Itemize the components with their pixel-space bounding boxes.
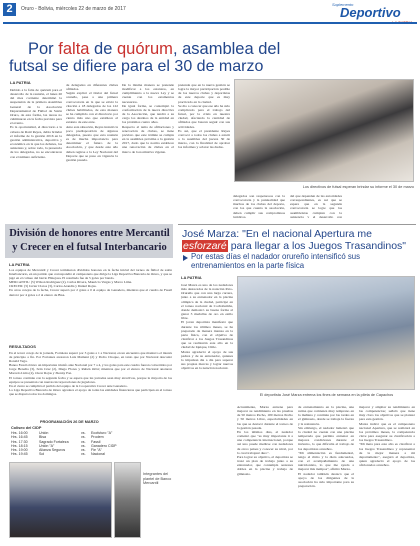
article2-photo-caption: Integrantes del plantel de Banco Mercantil xyxy=(143,472,172,485)
article2-headline-line1: División de honores entre Mercantil xyxy=(9,228,170,239)
article3-subhead-arrow xyxy=(183,255,188,261)
headline-highlight-quorum: quórum xyxy=(116,40,173,58)
article2-results-heading: RESULTADOS xyxy=(9,344,36,349)
schedule-table xyxy=(11,431,141,457)
article3-source: LA PATRIA xyxy=(181,275,202,280)
article1-col2: de delegados en diferentes clubes afiliados. Según explicó el titular del futsal orureño, pese a una primera convocatoria en la que se envió la citación a 18 delegados de los 122 clubes habilitados, de esta manera se ha cumplido con el directorio por ciento más uno que establece el estatuto de este ente. Ante esta situación, Reyes insistió la poca predisposición de algunos delegados, puesto que esta reunión es de mucha importancia para determinar el futuro de la Asociación, y que desde este año deben regirse a la Ley Nacional del Deporte que se puso en vigencia la gestión pasada. xyxy=(66,83,118,162)
article3-headline-line2: esforzaré para llegar a los Juegos Trasandinos" xyxy=(183,240,407,252)
article3-headline-line1: José Marza: "En el nacional Apertura me xyxy=(182,228,372,240)
article1-col6: del que dependen de las autoridades correspondientes, es así que se espera que en la segunda convocatoria se logre que los asambleístas cumplan con la asistencia y el desarrollo con xyxy=(290,194,342,218)
header-rule xyxy=(3,22,417,24)
article2-results-body: En el tercer cotejo de la jornada, Fortaleza superó por 3 goles a 1 a Nacional, en un encuentro que mantuvo el interés de principio a fin. Por Fortaleza anotaron Luis Mamani (2) y Pedro Choque, en tanto que por Nacional descontó Ronald Vega. Baneo Fassil obtuvo un importante triunfo ante Nacional por 7 a 4, y los goles para este cuadro fueron convertidos por Jorge Heredia (3), Iván Cruz (2), Diego Flores y Rubén Ortiz; mientras que por el elenco de Nacional anotaron Marcelo Lima (2), Oscar Rojas y Jhonny Paz. El torneo continúa con la segunda fecha y se espera que las jornadas sean muy atractivas, porque la mayoría de los equipos se presentan con nuevas incorporaciones de jugadores. En el cierre se cumplirá el partido del equipo de la Cooperativa Crecer ante Ganadero. La Liga Deportiva Bancaria de Oruro agradece el apoyo de todas las entidades financieras que participan en el torneo que se disputa todos los domingos. xyxy=(9,351,172,396)
table-row: Hrs. 19:45 Sol vs. Nacional xyxy=(11,452,105,457)
article1-col4: pretende que en la nueva gestión se logre la mayor participación posible de los nuevos clubes y deportistas de este deporte que es muy practicado en la ciudad. Se dio a conocer que ese año ha sido complicado para el trabajo del futsal, por la crisis en nuestra ciudad, afectando la cantidad de afiliados que buscan seguir con sus actividades. Es así, que el presidente Reyes convocó a todos los clubes a asistir a la asamblea del jueves 30 de marzo, con la finalidad de aprobar los informes y aclarar las dudas. xyxy=(178,83,230,150)
headline-highlight-falta: falta xyxy=(58,40,90,58)
article1-col3: De la misma manera se pretende modificar a los estatutos, en cumplimiento a la nueva Ley y se cuente con los estamentos necesarios. De igual forma, se contempló la conformación de la nueva directiva de la Asociación, que tendrá a su cargo los destinos de la entidad en los próximos cuatro años. Respecto al tema de afiliaciones y renovación de clubes, se tiene previsto que este trámite se cumpla en la asamblea próxima a la gestión 2017, dado que la norma establece una renovación de clubes en el marco de la normativa vigente. xyxy=(122,83,174,154)
table-row: Hrs. 17:30 Sagrado Fortaleza vs. Fassil xyxy=(11,439,101,444)
schedule-venue: Coliseo del CIDP xyxy=(11,426,42,430)
article3-col4: mejorar y ampliar su rendimiento en las competencias; señaló que tiene muy claro los objetivos que se planteó para esta gestión. Marza indicó que es el campeonato nacional Apertura, que se realizará en los próximos meses, la competencia clave para asegurar su clasificación a los Juegos Trasandinos. "Mi meta para este año es clasificar a los Juegos Trasandinos y representar de la mejor manera a mi departamento", aseguró el deportista, quien agradeció el apoyo de los aficionados orureños. xyxy=(359,405,415,468)
article3-subhead-line2: entrenamientos en la parte física xyxy=(191,261,305,270)
table-row: Hrs. 18:15 Unión "A" vs. Ganadero CIDP xyxy=(11,443,117,448)
article3-col3: de entrenamiento en la piscina, una rutina que comienza muy temprano en la mañana y continúa por las tardes en el gimnasio, donde se trabaja la fuerza y la resistencia. Sin embargo, el nadador lamentó que la ciudad no cuente con una piscina temperada que permita entrenar en mejores condiciones durante el invierno, lo que dificulta el trabajo de los deportistas orureños. "Mi alimentación es fundamental, tengo el ritmo y la dieta adecuados, con el acompañamiento de una nutricionista, lo que me ayuda a mejorar mis tiempos", afirmó Marza. El nadador también destacó que el apoyo de los dirigentes de la asociación ha sido importante para su preparación. xyxy=(298,405,354,488)
table-row: Hrs. 16:00 Unión vs. Ecofuturo "A" xyxy=(11,431,113,435)
article3-col2: Actualmente, Marza entrena para mejorar su rendimiento en las pruebas de 50 metros Pecho, 100 metros Pecho y 50 metros Libre, especialidades en las que se destacó durante el torneo de la gestión pasada. En los últimos días, el nadador comentó que "es muy importante ir a una competencia internacional, porque así uno puede medirse con nadadores de otros países y conocer su nivel, por lo cual trabajaré duro". Para lograr su objetivo, el deportista se trazó un plan de trabajo junto a su entrenador, que contempla sesiones dobles en la piscina y trabajo de gimnasio. xyxy=(237,405,293,476)
article1-source: LA PATRIA xyxy=(10,80,31,85)
article3-top-rule xyxy=(178,224,416,225)
article3-col1: José Marza es uno de los nadadores más destacados de la natación Pato-Orureño que con una larga carrera, junto a su entrenador en la piscina olímpica de la ciudad, participó en el torneo nacional de Cochabamba, donde demostró su buena forma al ganar 3 medallas de oro en estilo libre. El joven deportista manifestó que durante los últimos meses, se ha preparado de manera intensa en la parte física, con el objetivo de clasificar a los Juegos Trasandinos que se realizarán este año en la ciudad de Iquique, Chile. Marza agradeció el apoyo de sus padres y de su entrenador, quienes lo impulsan día a día para superar sus propias marcas y lograr nuevos objetivos en la natación nacional. xyxy=(181,283,233,371)
article2-headline-line2: y Crecer en el futsal Interbancario xyxy=(12,242,167,253)
headline-highlight-esforzare: esforzaré xyxy=(183,240,227,252)
article3-photo xyxy=(237,276,415,390)
schedule-title: PROGRAMACIÓN 26 DE MARZO xyxy=(40,420,99,424)
dateline: Oruro - Bolivia, miércoles 22 de marzo de 2017 xyxy=(21,6,126,12)
table-row: Hrs. 16:45 Bisa vs. Prodem xyxy=(11,435,104,440)
article1-col1: Debido a la falta de quórum para el desarrollo de la reunión, el lunes 20 del mes corriente determinó la suspensión de la primera Asamblea General de la Asociación Departamental de Fútbol de Salón Oruro, de esta forma, las tareas no culminaron en la fecha prevista para el evento. Es la oportunidad, el directorio a la cabeza de Raúl Reyes, debía brindar el informe de la gestión 2016 en la gestión administrativa, deportiva y económica en la que los debates, los asistentes y, sobre todo, la presencia de los delegados, no se encontraron con el número suficiente. xyxy=(10,88,62,159)
article2-photo xyxy=(9,462,112,538)
article2-photo-right xyxy=(114,462,141,538)
article2-source: LA PATRIA xyxy=(9,262,30,267)
article2-body: Los equipos de Mercantil y Crecer terminaron divididos honores en la fecha inicial del torneo de fútbol de salón Interbancario, en un partido que correspondió al campeonato que dirige la Liga Deportiva Bancaria de Oruro, y que se jugó en el coliseo del barrio Hinojosa. El resultado fue de 5 goles por bando. MERCANTIL: (5) Wilson Rodríguez (2), Carlos Rivera, Mauricio Vargas y Marco Lima. CRECER: (5) Javier Claros (3), Carlos Arandia y Daniel Rojas. En otros cotejos de la fecha, Crecer superó por 2 goles a 0 al equipo de Ganadero, mientras que el cuadro de Fassil derrotó por 4 goles a 2 al elenco de Bisa. xyxy=(9,268,172,297)
article1-col5: delegados son respetuosos con la convocatoria y la puntualidad que muchos de los clubes del deporte, con los que cuenta la asociación, deben cumplir sus compromisos jurídicos. xyxy=(233,194,285,218)
article1-headline: Por falta de quórum, asamblea del xyxy=(28,40,281,58)
logo-deportivo: Deportivo xyxy=(340,5,401,20)
article1-headline-line2: futsal se difiere para el 30 de marzo xyxy=(9,58,264,75)
article1-photo-caption: Los directivos de futsal esperan brindar su informe el 30 de marzo xyxy=(302,185,414,189)
article3-subhead-line1: Por estas días el nadador orureño intensificó sus xyxy=(191,252,361,261)
article3-photo-caption: El deportista José Marza entrena los fines de semana en la pileta de Capachos xyxy=(259,393,394,397)
table-row: Hrs. 19:00 Alianza Seguros vs. Fie "A" xyxy=(11,448,102,453)
logo-top: Suplemento xyxy=(332,2,354,7)
page-number: 2 xyxy=(6,3,13,15)
article1-photo xyxy=(234,79,414,182)
